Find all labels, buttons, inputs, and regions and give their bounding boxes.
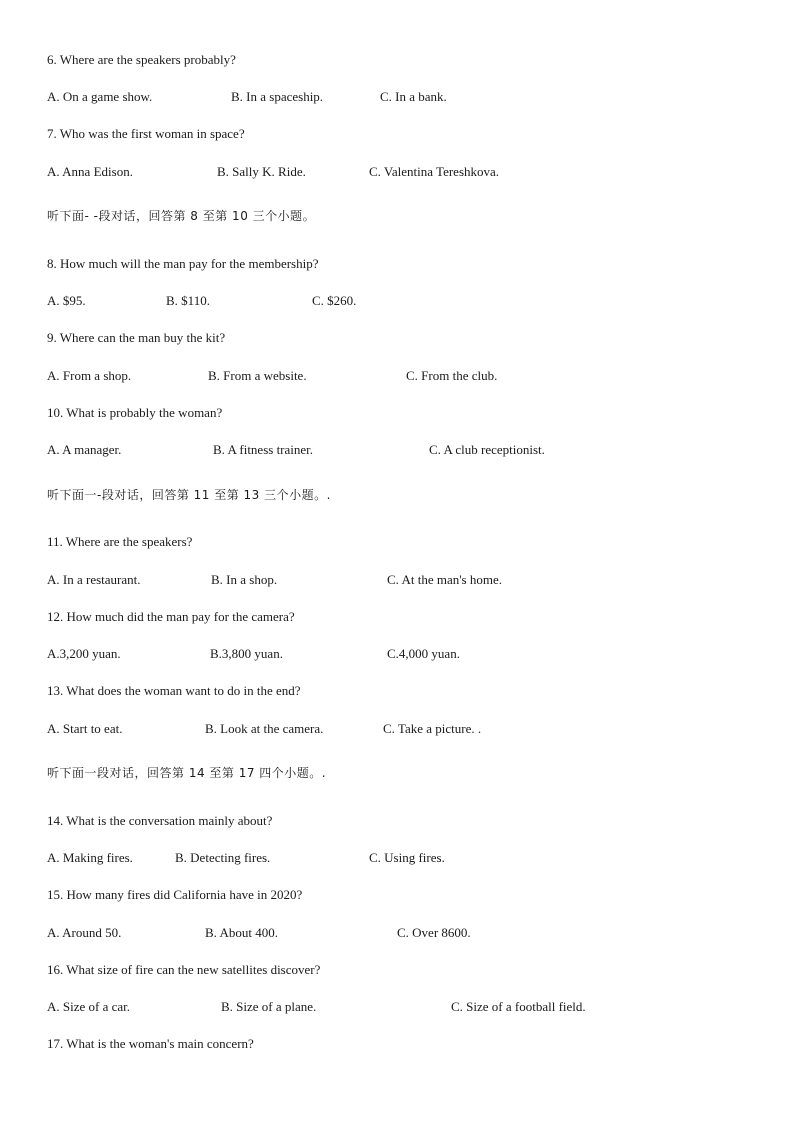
q9-option-a: A. From a shop. [47, 368, 132, 383]
q7-option-c: C. Valentina Tereshkova. [369, 164, 500, 179]
section-instruction-8-10: 听下面- -段对话，回答第 8 至第 10 三个小题。 [47, 209, 316, 223]
q14-option-b: B. Detecting fires. [175, 850, 271, 865]
q14-option-a: A. Making fires. [47, 850, 133, 865]
q8-option-c: C. $260. [312, 293, 357, 308]
q11-option-c: C. At the man's home. [387, 572, 503, 587]
q15-option-a: A. Around 50. [47, 925, 122, 940]
q7-option-a: A. Anna Edison. [47, 164, 133, 179]
q6-option-b: B. In a spaceship. [231, 89, 324, 104]
question-14: 14. What is the conversation mainly about? [47, 813, 273, 828]
q16-option-b: B. Size of a plane. [221, 999, 317, 1014]
q12-option-a: A.3,200 yuan. [47, 646, 121, 661]
q6-option-c: C. In a bank. [380, 89, 447, 104]
q16-option-c: C. Size of a football field. [451, 999, 586, 1014]
q10-option-b: B. A fitness trainer. [213, 442, 314, 457]
q8-option-a: A. $95. [47, 293, 86, 308]
question-10: 10. What is probably the woman? [47, 405, 223, 420]
q15-option-b: B. About 400. [205, 925, 278, 940]
q13-option-c: C. Take a picture. . [383, 721, 482, 736]
q16-option-a: A. Size of a car. [47, 999, 131, 1014]
q12-option-c: C.4,000 yuan. [387, 646, 460, 661]
q9-option-b: B. From a website. [208, 368, 307, 383]
q15-option-c: C. Over 8600. [397, 925, 471, 940]
section-instruction-11-13: 听下面一-段对话，回答第 11 至第 13 三个小题。. [47, 488, 331, 502]
q14-option-c: C. Using fires. [369, 850, 445, 865]
q12-option-b: B.3,800 yuan. [210, 646, 283, 661]
q10-option-a: A. A manager. [47, 442, 122, 457]
question-17: 17. What is the woman's main concern? [47, 1036, 254, 1051]
question-6: 6. Where are the speakers probably? [47, 52, 236, 67]
q13-option-b: B. Look at the camera. [205, 721, 324, 736]
q9-option-c: C. From the club. [406, 368, 498, 383]
q11-option-a: A. In a restaurant. [47, 572, 141, 587]
question-7: 7. Who was the first woman in space? [47, 126, 245, 141]
question-16: 16. What size of fire can the new satellites discover? [47, 962, 321, 977]
question-11: 11. Where are the speakers? [47, 534, 193, 549]
q13-option-a: A. Start to eat. [47, 721, 123, 736]
question-8: 8. How much will the man pay for the membership? [47, 256, 319, 271]
q11-option-b: B. In a shop. [211, 572, 278, 587]
question-9: 9. Where can the man buy the kit? [47, 330, 226, 345]
question-12: 12. How much did the man pay for the camera? [47, 609, 295, 624]
question-13: 13. What does the woman want to do in the end? [47, 683, 301, 698]
question-15: 15. How many fires did California have in 2020? [47, 887, 303, 902]
q7-option-b: B. Sally K. Ride. [217, 164, 306, 179]
section-instruction-14-17: 听下面一段对话，回答第 14 至第 17 四个小题。. [47, 766, 327, 780]
q10-option-c: C. A club receptionist. [429, 442, 545, 457]
q6-option-a: A. On a game show. [47, 89, 153, 104]
q8-option-b: B. $110. [166, 293, 210, 308]
